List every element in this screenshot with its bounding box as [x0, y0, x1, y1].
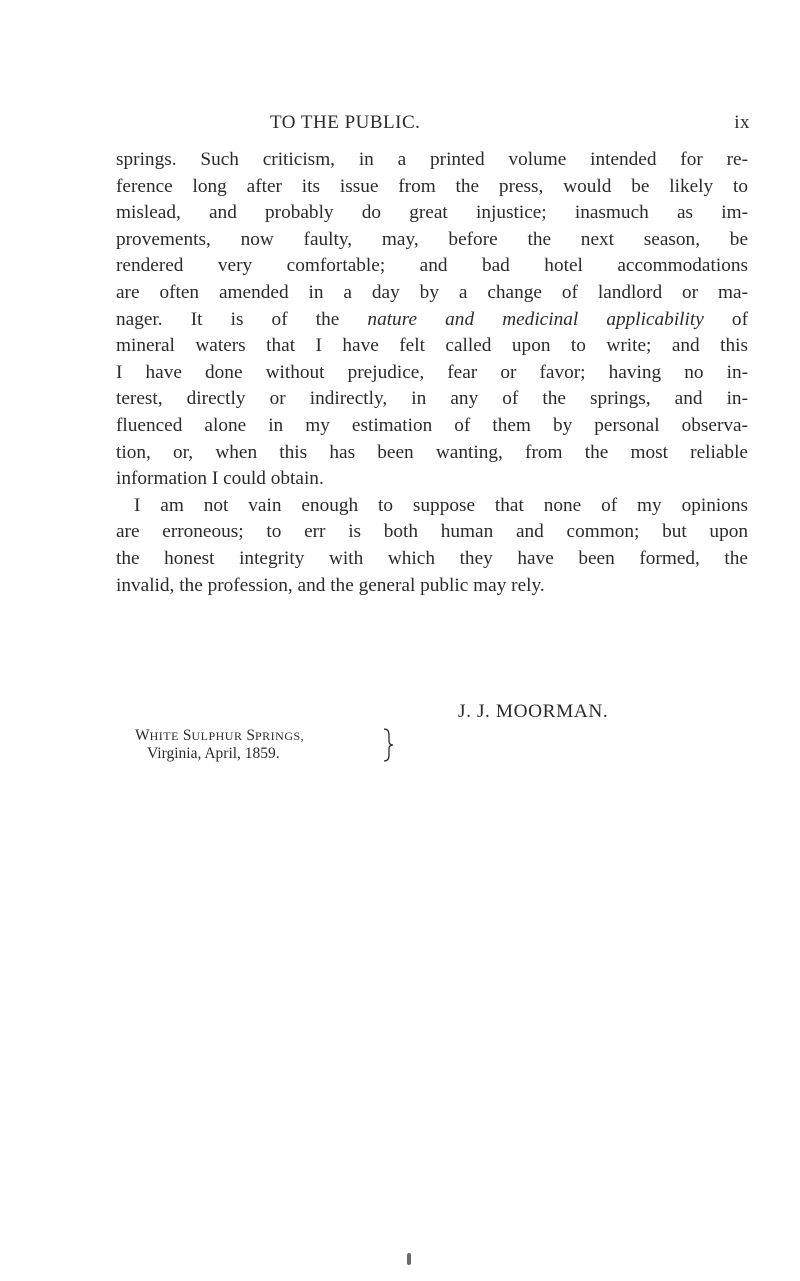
body-text: [116, 147, 748, 599]
text-line: I have done without prejudice, fear or favor; having no in-: [116, 361, 748, 383]
page-number: ix: [734, 112, 750, 133]
text-line: mineral waters that I have felt called upon to write; and this: [116, 335, 748, 357]
running-head: [270, 112, 750, 138]
small-caps-rest: PRINGS,: [254, 729, 305, 743]
text-line: [116, 307, 748, 334]
text-line: ference long after its issue from the press, would be likely to: [116, 175, 748, 197]
running-head-title: TO THE PUBLIC.: [270, 112, 421, 133]
text-segment: nager. It is of the: [116, 308, 368, 330]
text-line: are erroneous; to err is both human and common; but upon: [116, 521, 748, 543]
text-line: mislead, and probably do great injustice; inasmuch as im-: [116, 202, 748, 224]
text-line: rendered very comfortable; and bad hotel accommodations: [116, 255, 748, 277]
place-line-2: Virginia, April, 1859.: [147, 745, 280, 762]
small-caps-initial: S: [182, 727, 192, 744]
author-signature: J. J. MOORMAN.: [458, 701, 609, 722]
text-line: fluenced alone in my estimation of them by personal observa-: [116, 414, 748, 436]
place-line-1: [135, 727, 304, 745]
text-line: provements, now faulty, may, before the next season, be: [116, 228, 748, 250]
small-caps-initial: S: [246, 727, 255, 744]
text-line: information I could obtain.: [116, 468, 324, 490]
text-line: terest, directly or indirectly, in any of the springs, and in-: [116, 388, 748, 410]
small-caps-initial: W: [135, 727, 150, 744]
text-line: invalid, the profession, and the general public may rely.: [116, 574, 545, 596]
emphasis-text: nature and medicinal applicability: [367, 308, 704, 330]
place-date: [135, 727, 304, 762]
text-line: tion, or, when this has been wanting, from the most reliable: [116, 441, 748, 463]
small-caps-rest: HITE: [149, 729, 179, 743]
small-caps-rest: ULPHUR: [191, 729, 243, 743]
text-line: I am not vain enough to suppose that none of my opinions: [134, 494, 748, 516]
text-line: are often amended in a day by a change of landlord or ma-: [116, 281, 748, 303]
text-line: springs. Such criticism, in a printed volume intended for re-: [116, 149, 748, 170]
text-segment: of: [703, 308, 748, 330]
ink-speck: [407, 1253, 411, 1265]
brace-icon: [382, 727, 394, 763]
text-line: the honest integrity with which they have been formed, the: [116, 547, 748, 569]
